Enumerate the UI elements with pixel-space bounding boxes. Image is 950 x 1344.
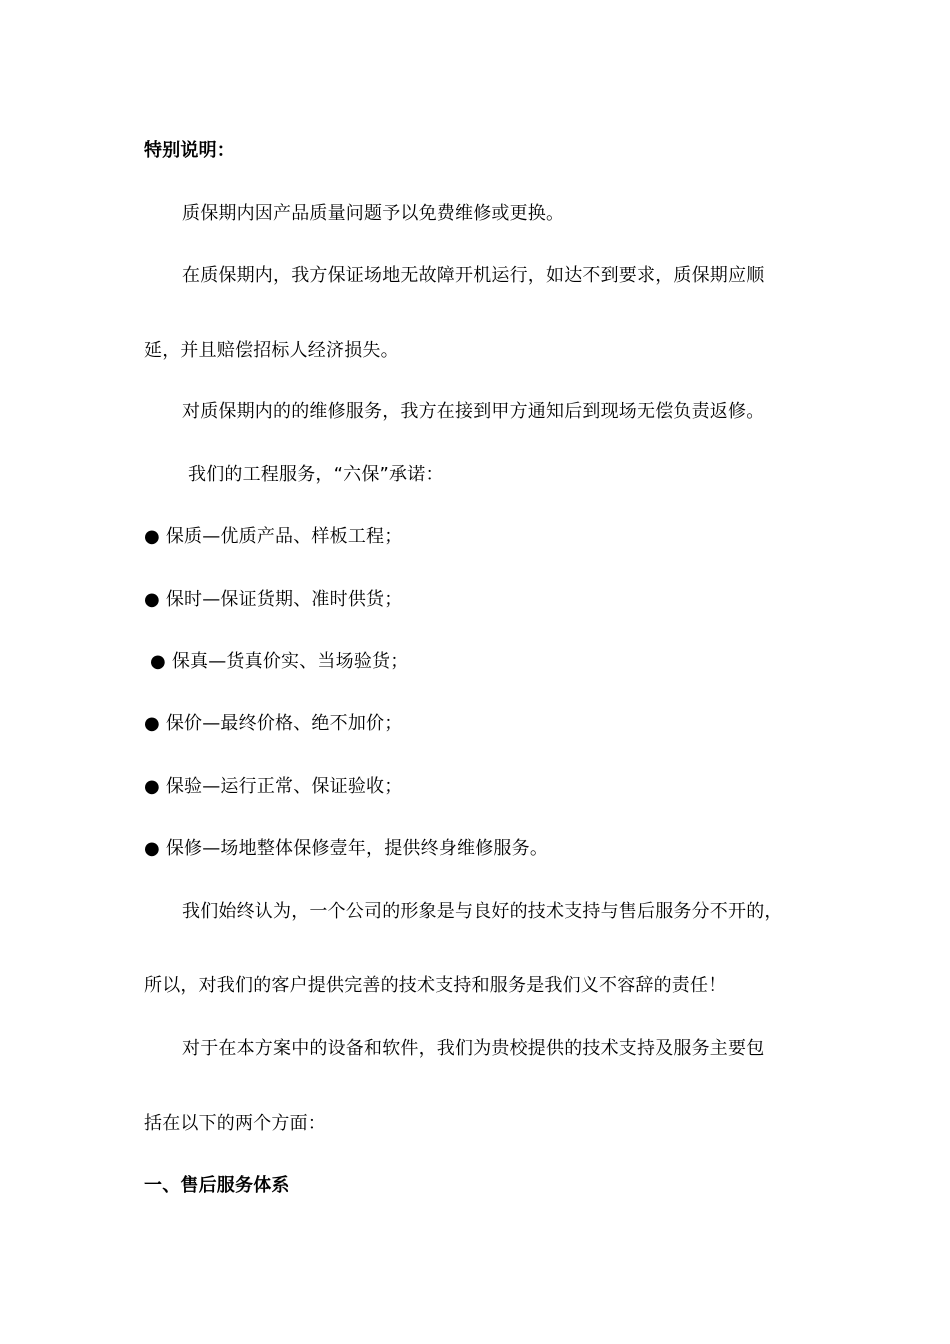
bullet-authenticity: ● 保真—货真价实、当场验货；	[150, 651, 409, 672]
paragraph-support-scope-line-2: 括在以下的两个方面：	[144, 1113, 326, 1134]
paragraph-support-scope-line-1: 对于在本方案中的设备和软件，我们为贵校提供的技术支持及服务主要包	[182, 1038, 765, 1059]
paragraph-company-image-line-1: 我们始终认为，一个公司的形象是与良好的技术支持与售后服务分不开的，	[182, 901, 783, 922]
special-note-heading: 特别说明：	[144, 140, 235, 161]
bullet-price: ● 保价—最终价格、绝不加价；	[144, 713, 403, 734]
section-heading-after-sales: 一、售后服务体系	[144, 1175, 290, 1196]
paragraph-six-guarantees-intro: 我们的工程服务，“六保”承诺：	[188, 464, 444, 485]
bullet-quality: ● 保质—优质产品、样板工程；	[144, 526, 403, 547]
bullet-maintenance: ● 保修—场地整体保修壹年，提供终身维修服务。	[144, 838, 549, 859]
bullet-timeliness: ● 保时—保证货期、准时供货；	[144, 589, 403, 610]
bullet-acceptance: ● 保验—运行正常、保证验收；	[144, 776, 403, 797]
paragraph-warranty-line-2: 延，并且赔偿招标人经济损失。	[144, 340, 399, 361]
paragraph-company-image-line-2: 所以，对我们的客户提供完善的技术支持和服务是我们义不容辞的责任！	[144, 975, 727, 996]
paragraph-repair-service: 对质保期内的的维修服务，我方在接到甲方通知后到现场无偿负责返修。	[182, 401, 765, 422]
paragraph-warranty-line-1: 在质保期内，我方保证场地无故障开机运行，如达不到要求，质保期应顺	[182, 265, 765, 286]
paragraph-free-repair: 质保期内因产品质量问题予以免费维修或更换。	[182, 203, 565, 224]
